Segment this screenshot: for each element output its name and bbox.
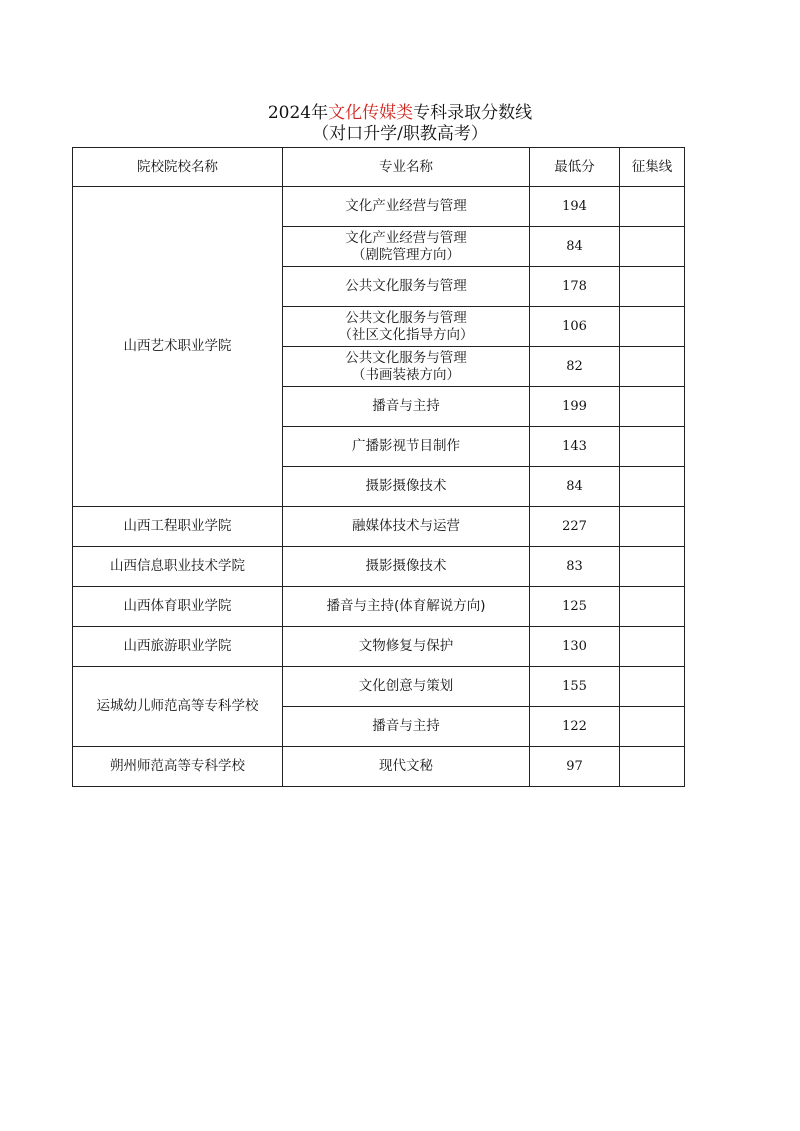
call-line-cell	[620, 267, 685, 307]
major-name: 公共文化服务与管理	[345, 278, 467, 294]
call-line-cell	[620, 507, 685, 547]
min-score-cell: 83	[530, 547, 620, 587]
major-name-cell	[283, 467, 530, 507]
min-score-cell: 125	[530, 587, 620, 627]
min-score-cell: 122	[530, 707, 620, 747]
call-line-cell	[620, 467, 685, 507]
school-name-cell: 运城幼儿师范高等专科学校	[73, 667, 283, 747]
major-name-cell	[283, 667, 530, 707]
major-name: 摄影摄像技术	[365, 558, 447, 574]
min-score-cell: 199	[530, 387, 620, 427]
header-school: 院校院校名称	[73, 148, 283, 187]
major-name-cell	[283, 587, 530, 627]
call-line-cell	[620, 627, 685, 667]
min-score-cell: 143	[530, 427, 620, 467]
school-name-cell: 山西信息职业技术学院	[73, 547, 283, 587]
min-score-cell: 227	[530, 507, 620, 547]
major-name: 播音与主持	[372, 718, 440, 734]
major-name: 公共文化服务与管理	[345, 309, 467, 326]
call-line-cell	[620, 427, 685, 467]
major-name: 广播影视节目制作	[352, 438, 460, 454]
min-score-cell: 106	[530, 307, 620, 347]
major-name: 摄影摄像技术	[365, 478, 447, 494]
major-name-cell	[283, 267, 530, 307]
min-score-cell: 97	[530, 747, 620, 787]
table-body	[73, 187, 685, 787]
major-name: 播音与主持	[372, 398, 440, 414]
major-name-cell	[283, 427, 530, 467]
major-note: （剧院管理方向）	[352, 246, 460, 263]
call-line-cell	[620, 347, 685, 387]
min-score-cell: 155	[530, 667, 620, 707]
major-name-cell	[283, 387, 530, 427]
call-line-cell	[620, 387, 685, 427]
title-prefix: 2024年	[267, 103, 329, 123]
school-name-cell: 山西体育职业学院	[73, 587, 283, 627]
min-score-cell: 84	[530, 227, 620, 267]
major-name: 播音与主持(体育解说方向)	[326, 598, 486, 614]
major-name: 公共文化服务与管理	[345, 349, 467, 366]
min-score-cell: 178	[530, 267, 620, 307]
major-name-cell	[283, 307, 530, 347]
call-line-cell	[620, 547, 685, 587]
table-row	[73, 547, 685, 587]
table-row	[73, 667, 685, 707]
admission-score-table	[72, 147, 685, 787]
table-row	[73, 507, 685, 547]
major-name-cell	[283, 507, 530, 547]
page-title	[0, 103, 800, 123]
major-name: 现代文秘	[379, 758, 433, 774]
school-name-cell: 山西艺术职业学院	[73, 187, 283, 507]
table-row	[73, 747, 685, 787]
call-line-cell	[620, 747, 685, 787]
call-line-cell	[620, 587, 685, 627]
call-line-cell	[620, 227, 685, 267]
header-major: 专业名称	[283, 148, 530, 187]
call-line-cell	[620, 667, 685, 707]
major-name-cell	[283, 187, 530, 227]
min-score-cell: 82	[530, 347, 620, 387]
school-name-cell: 山西工程职业学院	[73, 507, 283, 547]
min-score-cell: 84	[530, 467, 620, 507]
table-row	[73, 587, 685, 627]
major-name: 文化创意与策划	[358, 678, 454, 694]
major-name: 文化产业经营与管理	[345, 198, 467, 214]
header-min-score: 最低分	[530, 148, 620, 187]
major-name: 文物修复与保护	[358, 638, 454, 654]
table-header-row	[73, 148, 685, 187]
major-note: （书画装裱方向）	[352, 366, 460, 383]
table-row	[73, 187, 685, 227]
school-name-cell: 山西旅游职业学院	[73, 627, 283, 667]
major-name-cell	[283, 627, 530, 667]
min-score-cell: 130	[530, 627, 620, 667]
major-name: 融媒体技术与运营	[352, 518, 460, 534]
major-name-cell	[283, 747, 530, 787]
title-highlight: 文化传媒类	[328, 103, 414, 123]
table-row	[73, 627, 685, 667]
call-line-cell	[620, 307, 685, 347]
school-name-cell: 朔州师范高等专科学校	[73, 747, 283, 787]
major-name-cell	[283, 547, 530, 587]
call-line-cell	[620, 707, 685, 747]
major-name-cell	[283, 707, 530, 747]
major-name-cell	[283, 347, 530, 387]
major-name: 文化产业经营与管理	[345, 229, 467, 246]
call-line-cell	[620, 187, 685, 227]
page-subtitle: （对口升学/职教高考）	[312, 124, 488, 144]
major-note: （社区文化指导方向）	[338, 326, 474, 343]
title-suffix: 专科录取分数线	[413, 103, 533, 123]
major-name-cell	[283, 227, 530, 267]
header-call-line: 征集线	[620, 148, 685, 187]
min-score-cell: 194	[530, 187, 620, 227]
